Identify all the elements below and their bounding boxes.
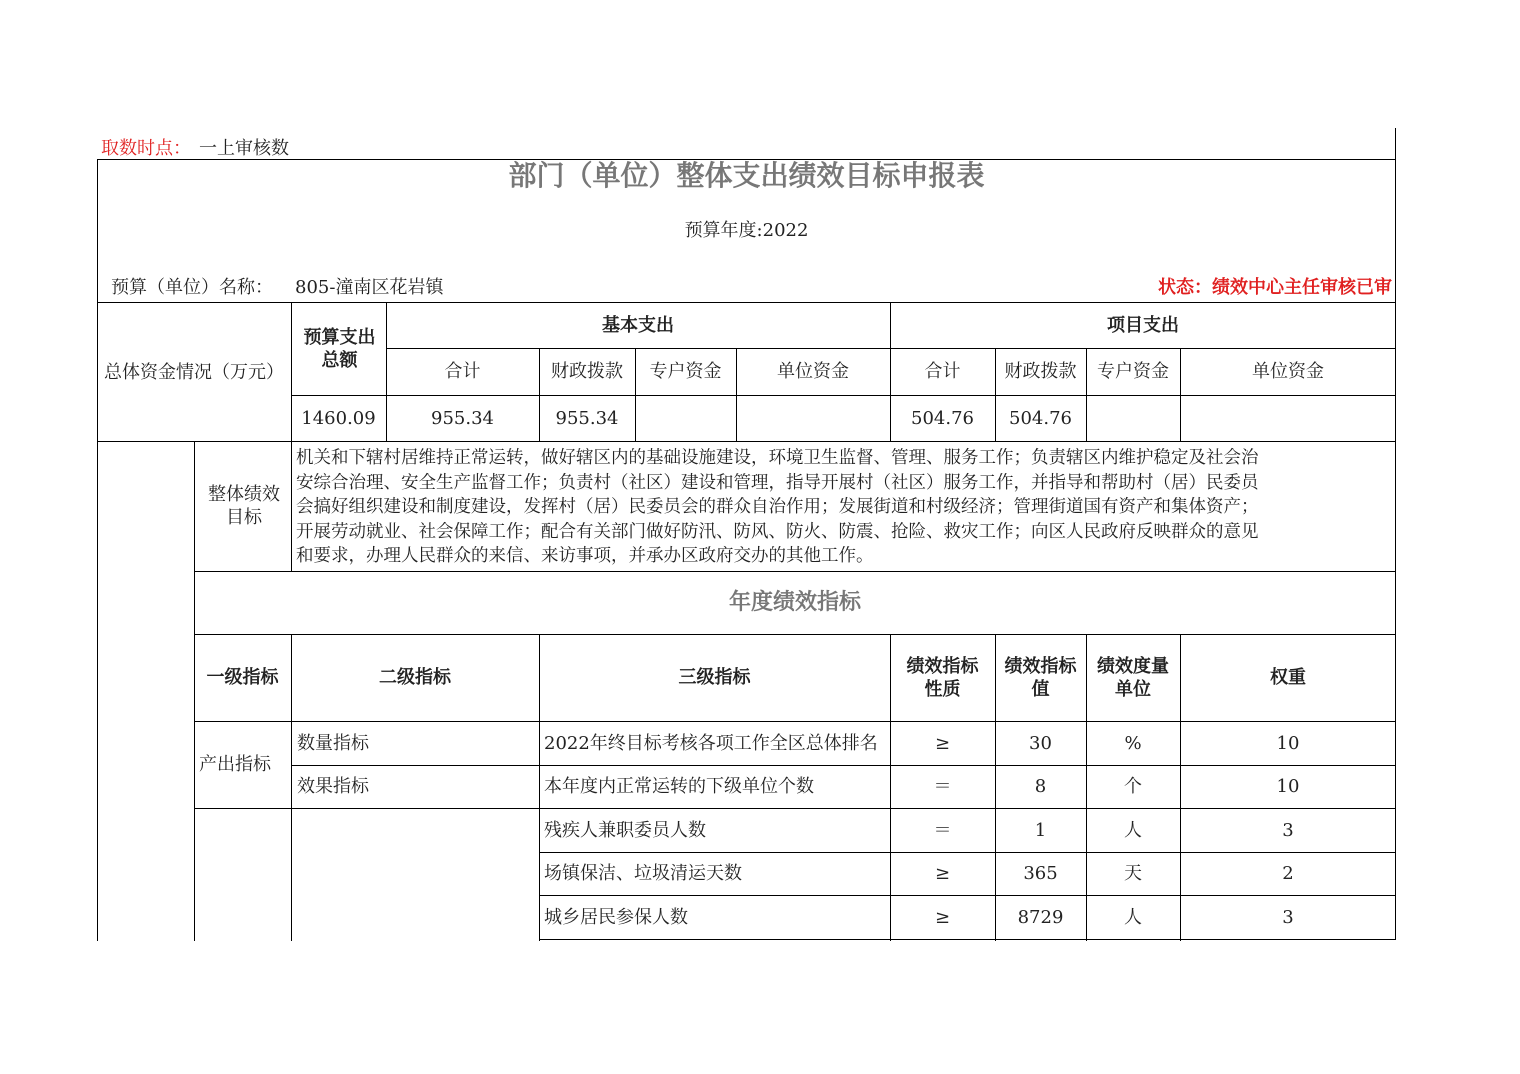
basic-expense-header: 基本支出 <box>602 314 674 336</box>
total-budget-value: 1460.09 <box>301 408 376 429</box>
indicator-unit: 人 <box>1124 819 1142 841</box>
funds-row-label: 总体资金情况（万元） <box>104 361 284 383</box>
indicator-value: 8 <box>1034 776 1047 797</box>
indicator-value: 8729 <box>1017 906 1064 928</box>
weight-header: 权重 <box>1270 667 1306 688</box>
goal-line: 会搞好组织建设和制度建设，发挥村（居）民委员会的群众自治作用；发展街道和村级经济；管理街道国有资产和集体资产； <box>296 497 1259 517</box>
basic-total-value: 955.34 <box>431 408 494 429</box>
indicator-level2: 数量指标 <box>297 732 369 754</box>
total-budget-header: 预算支出总额 <box>303 327 376 371</box>
level3-header: 三级指标 <box>678 667 751 688</box>
project-fiscal-value: 504.76 <box>1009 408 1072 429</box>
basic-special-header: 专户资金 <box>649 361 722 382</box>
indicator-level3: 城乡居民参保人数 <box>544 906 688 928</box>
indicator-unit: 个 <box>1124 776 1142 797</box>
indicator-nature: ≥ <box>934 732 951 754</box>
indicator-unit: 人 <box>1124 906 1142 928</box>
basic-unit-header: 单位资金 <box>777 361 849 382</box>
unit-name-label: 预算（单位）名称： <box>111 277 273 298</box>
indicator-value: 1 <box>1034 819 1047 841</box>
indicator-weight: 10 <box>1276 732 1300 754</box>
page-title: 部门（单位）整体支出绩效目标申报表 <box>508 159 985 192</box>
indicator-level2: 效果指标 <box>297 776 369 797</box>
indicator-weight: 3 <box>1282 819 1294 841</box>
budget-year: 预算年度:2022 <box>684 220 809 241</box>
indicator-level2 <box>297 852 537 895</box>
basic-special-value <box>635 395 736 442</box>
indicator-level2 <box>297 808 537 852</box>
indicator-nature: ≥ <box>934 906 951 928</box>
indicator-level3: 残疾人兼职委员人数 <box>544 819 706 841</box>
basic-fiscal-value: 955.34 <box>555 408 619 429</box>
indicator-level3: 2022年终目标考核各项工作全区总体排名 <box>544 732 878 754</box>
indicator-nature: ＝ <box>933 819 952 841</box>
indicator-weight: 2 <box>1282 863 1294 884</box>
project-unit-value <box>1180 395 1396 442</box>
output-indicator-label: 产出指标 <box>199 754 271 775</box>
indicator-unit: 天 <box>1124 863 1142 884</box>
annual-indicators-title: 年度绩效指标 <box>728 590 861 615</box>
indicator-weight: 3 <box>1282 906 1294 928</box>
goal-line: 机关和下辖村居维持正常运转，做好辖区内的基础设施建设，环境卫生监督、管理、服务工作；负责辖区内维护稳定及社会治 <box>296 448 1259 468</box>
level2-header: 二级指标 <box>379 667 451 688</box>
project-fiscal-header: 财政拨款 <box>1004 361 1077 382</box>
basic-fiscal-header: 财政拨款 <box>551 361 623 382</box>
goal-line: 和要求，办理人民群众的来信、来访事项，并承办区政府交办的其他工作。 <box>296 546 874 566</box>
project-total-header: 合计 <box>924 361 961 382</box>
level1-header: 一级指标 <box>206 667 279 688</box>
fetch-time-value: 一上审核数 <box>199 138 289 159</box>
indicator-unit: % <box>1124 732 1142 754</box>
overall-goal-label: 整体绩效目标 <box>208 484 280 528</box>
project-expense-header: 项目支出 <box>1107 314 1179 336</box>
project-special-value <box>1086 395 1180 442</box>
project-unit-header: 单位资金 <box>1252 361 1324 382</box>
indicator-level3: 本年度内正常运转的下级单位个数 <box>544 776 814 797</box>
status-text: 状态：绩效中心主任审核已审 <box>1158 277 1392 298</box>
project-special-header: 专户资金 <box>1097 361 1169 382</box>
fetch-time-label: 取数时点： <box>101 138 191 159</box>
basic-total-header: 合计 <box>444 361 481 382</box>
indicator-nature: ＝ <box>933 776 952 797</box>
goal-line: 安综合治理、安全生产监督工作；负责村（社区）建设和管理，指导开展村（社区）服务工作，并指导和帮助村（居）民委员 <box>296 472 1259 493</box>
overall-goal-text <box>296 446 1394 569</box>
nature-header: 绩效指标性质 <box>906 655 979 700</box>
indicator-weight: 10 <box>1276 776 1300 797</box>
goal-line: 开展劳动就业、社会保障工作；配合有关部门做好防汛、防风、防火、防震、抢险、救灾工作；向区人民政府反映群众的意见 <box>296 521 1259 542</box>
basic-unit-value <box>736 395 890 442</box>
value-header: 绩效指标值 <box>1004 655 1077 700</box>
indicator-nature: ≥ <box>934 863 951 884</box>
project-total-value: 504.76 <box>911 408 974 429</box>
indicator-value: 30 <box>1029 732 1052 754</box>
indicator-value: 365 <box>1023 863 1058 884</box>
unit-name-value: 805-潼南区花岩镇 <box>295 277 444 298</box>
measure-unit-header: 绩效度量单位 <box>1097 655 1169 700</box>
indicator-level2 <box>297 895 537 939</box>
indicator-level3: 场镇保洁、垃圾清运天数 <box>544 863 742 884</box>
